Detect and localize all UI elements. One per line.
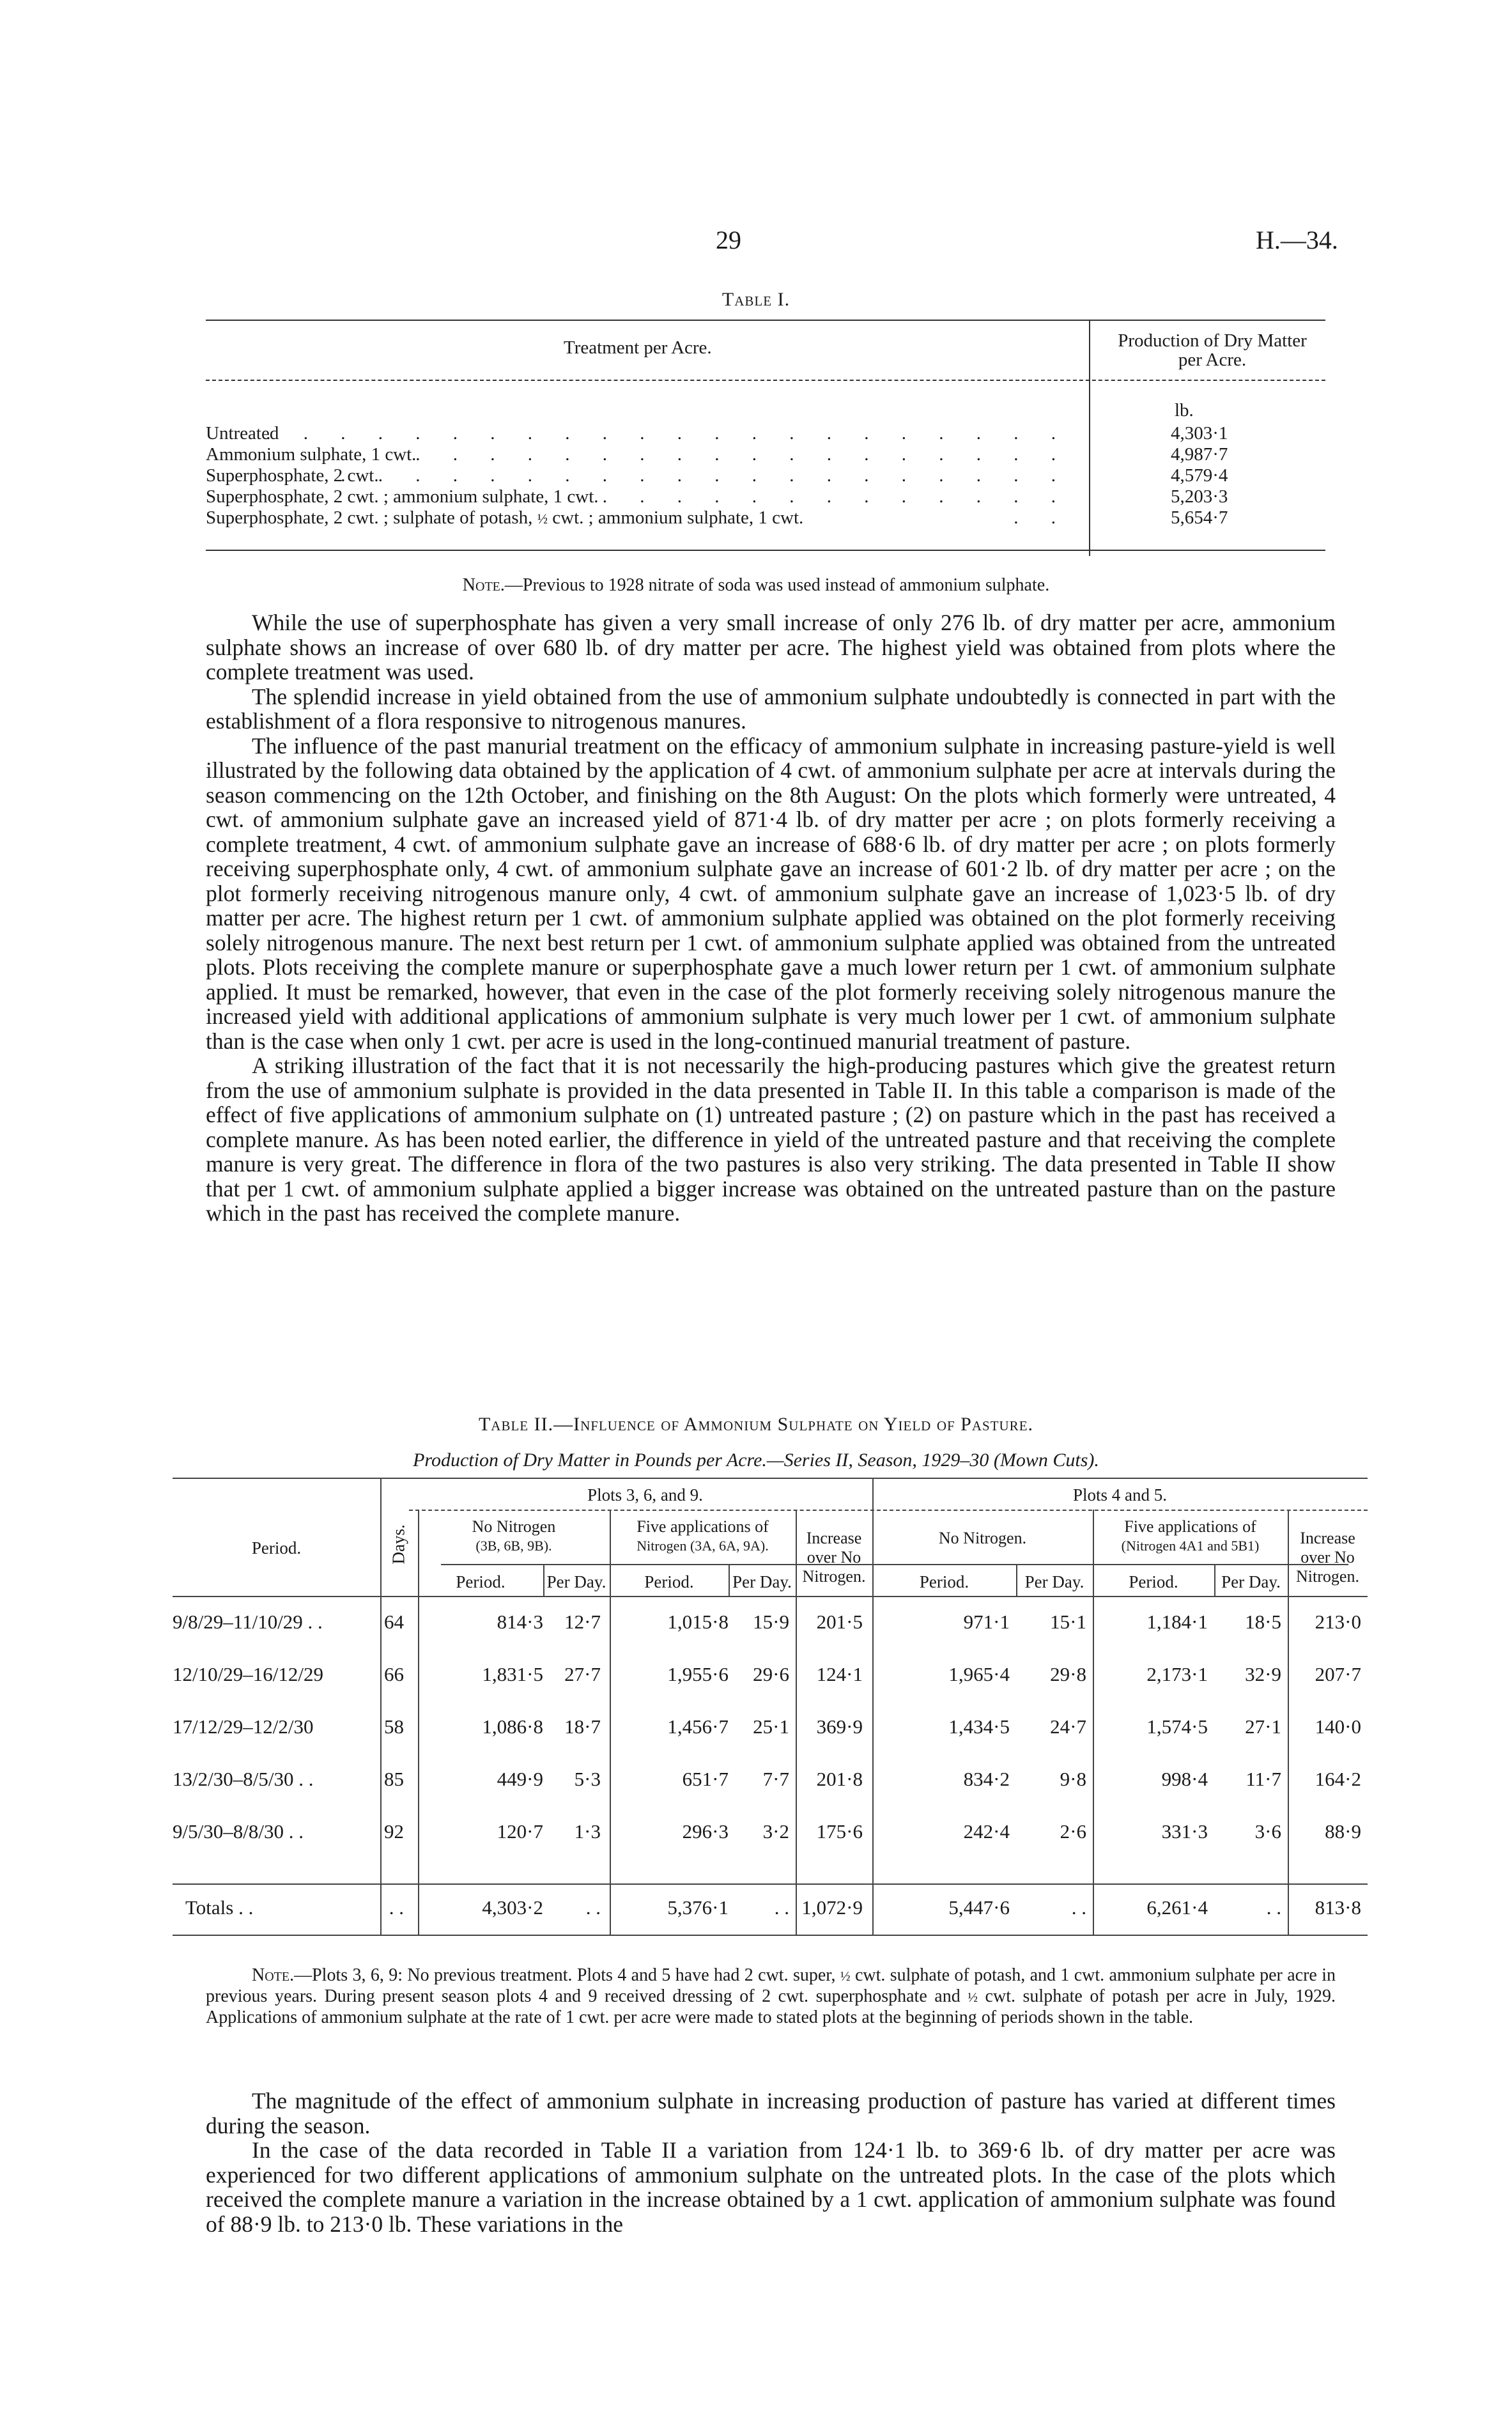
- table-row: [173, 1768, 1368, 1793]
- cell: 1,434·5: [948, 1715, 1010, 1738]
- table2-header-five-apps-b: [1093, 1517, 1288, 1556]
- cell: 4,303·2: [482, 1896, 543, 1919]
- note-text: —Plots 3, 6, 9: No previous treatment. Plots 4 and 5 have had 2 cwt. super,: [294, 1965, 840, 1985]
- table-row: [173, 1663, 1368, 1689]
- table-row: [173, 1611, 1368, 1636]
- table1-row: [206, 486, 1325, 507]
- cell: 1,831·5: [482, 1663, 543, 1685]
- cell: . .: [585, 1896, 601, 1919]
- period-cell: Totals . .: [185, 1896, 254, 1919]
- paragraph: A striking illustration of the fact that it is not necessarily the high-producing pastures which give the greatest return from the use of ammonium sulphate is provided in the data presented in Table II. In this table a comparison is made of the effect of five applications of ammonium sulphate on (1) untreated pasture ; (2) on pasture which in the past has received a complete manure. As has been noted earlier, the difference in yield of the untreated pasture and that receiving the complete manure is very great. The difference in flora of the two pastures is also very striking. The data presented in Table II show that per 1 cwt. of ammonium sulphate applied a bigger increase was obtained on the untreated pasture than on the pasture which in the past has received the complete manure.: [206, 1053, 1336, 1226]
- cell: 3·6: [1254, 1820, 1281, 1843]
- cell: 651·7: [682, 1768, 729, 1790]
- table1-row-leader: . . . . . . . . . . . . .: [602, 486, 1070, 507]
- table1-row-leader: . . . . . . . . . . . . . . . . . . . .: [341, 465, 1070, 486]
- cell: 15·1: [1050, 1611, 1086, 1633]
- header-line: Nitrogen.: [802, 1567, 866, 1586]
- cell: 1,955·6: [667, 1663, 729, 1685]
- period-cell: 9/5/30–8/8/30 . .: [173, 1820, 304, 1843]
- fraction-half: ½: [537, 511, 548, 527]
- cell: 88·9: [1325, 1820, 1361, 1843]
- cell: 7·7: [762, 1768, 789, 1790]
- cell: 2,173·1: [1146, 1663, 1208, 1685]
- table1: [206, 320, 1325, 556]
- cell: 120·7: [497, 1820, 543, 1843]
- table2-subheader-period: Period.: [919, 1572, 969, 1591]
- header-line: Nitrogen (3A, 6A, 9A).: [636, 1538, 769, 1554]
- table2-header-increase-a: [796, 1529, 872, 1586]
- cell: 1,072·9: [801, 1896, 863, 1919]
- fraction-half: ½: [968, 1990, 978, 2005]
- table1-row: [206, 423, 1325, 444]
- table1-row-treatment-part: cwt. ; ammonium sulphate, 1 cwt.: [548, 507, 804, 528]
- cell: 24·7: [1050, 1715, 1086, 1738]
- period-cell: 13/2/30–8/5/30 . .: [173, 1768, 314, 1790]
- cell: . .: [1266, 1896, 1281, 1919]
- header-line: (Nitrogen 4A1 and 5B1): [1121, 1538, 1260, 1554]
- table2-group-rule: [409, 1510, 1368, 1511]
- note-text: cwt. sulphate of potash per acre in July, 1929. Applications of ammonium sulphate at the rate of 1 cwt. per acre were made to stated plots at the beginning of periods shown in the table.: [206, 1986, 1336, 2027]
- page-number: 29: [716, 226, 741, 254]
- cell: 813·8: [1315, 1896, 1361, 1919]
- header-line: Five applications of: [636, 1517, 769, 1536]
- days-cell: 64: [384, 1611, 404, 1633]
- days-cell: 66: [384, 1663, 404, 1685]
- table2-header-days: Days.: [389, 1524, 408, 1565]
- paragraph: In the case of the data recorded in Table II a variation from 124·1 lb. to 369·6 lb. of dry matter per acre was experienced for two different applications of ammonium sulphate on the untreated plots. In the case of the plots which received the complete manure a variation in the increase obtained by a 1 cwt. application of ammonium sulphate was found of 88·9 lb. to 213·0 lb. These variations in the: [206, 2137, 1336, 2237]
- table1-header-rule: [206, 380, 1325, 381]
- cell: 11·7: [1246, 1768, 1281, 1790]
- table1-row: [206, 444, 1325, 465]
- header-line: over No: [1300, 1548, 1355, 1566]
- cell: 27·7: [564, 1663, 601, 1685]
- table2-subheader-per-day: Per Day.: [732, 1572, 792, 1591]
- table1-row-leader: . . . . . . . . . . . . . . . . . . . . . .: [266, 423, 1070, 444]
- header-line: over No: [806, 1548, 861, 1566]
- cell: 18·7: [564, 1715, 601, 1738]
- cell: 814·3: [497, 1611, 543, 1633]
- table2-header-rule: [173, 1596, 1368, 1597]
- table1-title: Table I.: [721, 289, 791, 310]
- table2-subheader-per-day: Per Day.: [1221, 1572, 1281, 1591]
- table1-row-leader: . . . . . . . . . . . . . . . . . .: [415, 444, 1070, 465]
- cell: 27·1: [1245, 1715, 1281, 1738]
- table2-top-rule: [173, 1478, 1368, 1479]
- cell: 207·7: [1315, 1663, 1361, 1685]
- cell: 29·8: [1050, 1663, 1086, 1685]
- table1-row-treatment: [206, 507, 803, 529]
- cell: 998·4: [1161, 1768, 1208, 1790]
- paragraph: The magnitude of the effect of ammonium sulphate in increasing production of pasture has varied at different times during the season.: [206, 2088, 1336, 2138]
- table-row: [173, 1715, 1368, 1741]
- cell: 1,086·8: [482, 1715, 543, 1738]
- table2-totals-rule: [173, 1883, 1368, 1885]
- table2-header-no-nitrogen-b: No Nitrogen.: [938, 1529, 1027, 1547]
- note-label: Note.: [252, 1965, 295, 1985]
- table2-subheader-per-day: Per Day.: [1024, 1572, 1084, 1591]
- table1-header-production-line2: per Acre.: [1178, 350, 1247, 370]
- cell: 201·5: [816, 1611, 863, 1633]
- document-reference: H.—34.: [1256, 226, 1338, 254]
- table2-bottom-rule: [173, 1935, 1368, 1936]
- table2-subgroup-rule-b: [914, 1564, 1348, 1565]
- table1-header-production-line1: Production of Dry Matter: [1118, 330, 1307, 351]
- cell: 1,456·7: [667, 1715, 729, 1738]
- period-cell: 9/8/29–11/10/29 . .: [173, 1611, 323, 1633]
- cell: 369·9: [816, 1715, 863, 1738]
- cell: 296·3: [682, 1820, 729, 1843]
- table2-subheader-period: Period.: [456, 1572, 505, 1591]
- cell: 2·6: [1060, 1820, 1086, 1843]
- note-text: cwt. sulphate of potash, and 1 cwt. ammonium sulphate per acre in previous years. During present season plots 4 and 9 received dressing of 2 cwt. superphosphate and: [206, 1965, 1336, 2006]
- cell: 175·6: [816, 1820, 863, 1843]
- period-cell: 12/10/29–16/12/29: [173, 1663, 323, 1685]
- table1-row-value: 5,203·3: [1171, 486, 1228, 507]
- cell: 5,376·1: [667, 1896, 729, 1919]
- table2-note: [206, 1965, 1336, 2028]
- paragraph: The influence of the past manurial treatment on the efficacy of ammonium sulphate in increasing pasture-yield is well illustrated by the following data obtained by the application of 4 cwt. of ammonium sulphate per acre at intervals during the season commencing on the 12th October, and finishing on the 8th August: On the plots which formerly were untreated, 4 cwt. of ammonium sulphate gave an increased yield of 871·4 lb. of dry matter per acre ; on plots formerly receiving a complete treatment, 4 cwt. of ammonium sulphate gave an increase of 688·6 lb. of dry matter per acre ; on plots formerly receiving superphosphate only, 4 cwt. of ammonium sulphate gave an increase of 601·2 lb. of dry matter per acre ; on the plot formerly receiving nitrogenous manure only, 4 cwt. of ammonium sulphate gave an increase of 1,023·5 lb. of dry matter per acre. The highest return per 1 cwt. of ammonium sulphate applied was obtained on the plot formerly receiving solely nitrogenous manure. The next best return per 1 cwt. of ammonium sulphate applied was obtained from the untreated plots. Plots receiving the complete manure or superphosphate gave a much lower return per 1 cwt. of ammonium sulphate applied. It must be remarked, however, that even in the case of the plot formerly receiving solely nitrogenous manure the increased yield with additional applications of ammonium sulphate is very much lower per 1 cwt. of ammonium sulphate than is the case when only 1 cwt. per acre is used in the long-continued manurial treatment of pasture.: [206, 732, 1336, 1054]
- cell: 5·3: [574, 1768, 601, 1790]
- header-line: No Nitrogen: [472, 1517, 556, 1536]
- table1-row-treatment-part: Superphosphate, 2 cwt. ; sulphate of potash,: [206, 507, 537, 528]
- cell: 9·8: [1060, 1768, 1086, 1790]
- cell: 32·9: [1245, 1663, 1281, 1685]
- cell: 6,261·4: [1146, 1896, 1208, 1919]
- table2-group-plots-369: Plots 3, 6, and 9.: [587, 1485, 703, 1504]
- cell: 1,574·5: [1146, 1715, 1208, 1738]
- table2-subtitle: Production of Dry Matter in Pounds per Acre.—Series II, Season, 1929–30 (Mown Cuts).: [413, 1450, 1099, 1471]
- cell: 971·1: [963, 1611, 1010, 1633]
- cell: 15·9: [753, 1611, 789, 1633]
- table1-note: [0, 575, 1512, 596]
- note-label: Note.: [462, 575, 505, 595]
- cell: 140·0: [1315, 1715, 1361, 1738]
- paragraph: The splendid increase in yield obtained from the use of ammonium sulphate undoubtedly is connected in part with the establishment of a flora responsive to nitrogenous manures.: [206, 683, 1336, 734]
- fraction-half: ½: [840, 1968, 851, 1984]
- table-row: [173, 1820, 1368, 1846]
- cell: 29·6: [753, 1663, 789, 1685]
- cell: 449·9: [497, 1768, 543, 1790]
- table2-header-increase-b: [1288, 1529, 1368, 1586]
- body-text-end: [206, 2089, 1336, 2236]
- cell: 12·7: [564, 1611, 601, 1633]
- table2-subheader-per-day: Per Day.: [546, 1572, 606, 1591]
- cell: 18·5: [1245, 1611, 1281, 1633]
- table1-top-rule: [206, 320, 1325, 321]
- table1-row-value: 4,579·4: [1171, 465, 1228, 486]
- table1-row-treatment: Superphosphate, 2 cwt. ; ammonium sulphate, 1 cwt.: [206, 486, 599, 507]
- table1-row-value: 4,987·7: [1171, 444, 1228, 465]
- table2-subheader-period: Period.: [1129, 1572, 1178, 1591]
- table2-subgroup-rule-a: [441, 1564, 952, 1565]
- table1-row: [206, 465, 1325, 486]
- cell: 5,447·6: [948, 1896, 1010, 1919]
- cell: 1·3: [574, 1820, 601, 1843]
- cell: . .: [774, 1896, 789, 1919]
- table1-row: [206, 507, 1325, 529]
- cell: 834·2: [963, 1768, 1010, 1790]
- note-text: —Previous to 1928 nitrate of soda was used instead of ammonium sulphate.: [504, 575, 1050, 595]
- paragraph: While the use of superphosphate has given a very small increase of only 276 lb. of dry matter per acre, ammonium sulphate shows an increase of over 680 lb. of dry matter per acre. The highest yield was obtained from plots where the complete treatment was used.: [206, 610, 1336, 684]
- header-line: Increase: [806, 1529, 862, 1547]
- header-line: Increase: [1300, 1529, 1355, 1547]
- days-cell: 58: [384, 1715, 404, 1738]
- days-cell: . .: [389, 1896, 404, 1919]
- cell: 1,184·1: [1146, 1611, 1208, 1633]
- table1-row-value: 5,654·7: [1171, 507, 1228, 528]
- cell: 25·1: [753, 1715, 789, 1738]
- header-line: Nitrogen.: [1296, 1567, 1359, 1586]
- cell: 331·3: [1161, 1820, 1208, 1843]
- body-text: [206, 610, 1336, 1226]
- table2-subheader-period: Period.: [644, 1572, 694, 1591]
- table1-row-leader: . .: [1014, 507, 1070, 528]
- table1-row-value: 4,303·1: [1171, 423, 1228, 444]
- table1-row-treatment: Superphosphate, 2 cwt.: [206, 465, 379, 486]
- period-cell: 17/12/29–12/2/30: [173, 1715, 314, 1738]
- table1-row-treatment: Ammonium sulphate, 1 cwt.: [206, 444, 417, 465]
- header-line: (3B, 6B, 9B).: [475, 1538, 552, 1554]
- table2-group-plots-45: Plots 4 and 5.: [1072, 1485, 1167, 1504]
- note-paragraph: [206, 1965, 1336, 2028]
- table2: [173, 1478, 1368, 1951]
- cell: 242·4: [963, 1820, 1010, 1843]
- table2-header-five-apps-a: [610, 1517, 796, 1556]
- cell: 124·1: [816, 1663, 863, 1685]
- cell: . .: [1071, 1896, 1086, 1919]
- table1-header-production: [1107, 331, 1318, 369]
- header-line: Five applications of: [1124, 1517, 1256, 1536]
- cell: 3·2: [762, 1820, 789, 1843]
- cell: 213·0: [1315, 1611, 1361, 1633]
- totals-row: [173, 1896, 1368, 1922]
- table1-bottom-rule: [206, 550, 1325, 551]
- cell: 1,015·8: [667, 1611, 729, 1633]
- cell: 164·2: [1315, 1768, 1361, 1790]
- table2-header-no-nitrogen-a: [418, 1517, 610, 1556]
- table2-divider: [380, 1478, 382, 1935]
- days-cell: 92: [384, 1820, 404, 1843]
- table2-title: Table II.—Influence of Ammonium Sulphate on Yield of Pasture.: [478, 1414, 1034, 1435]
- table1-unit: lb.: [1175, 400, 1194, 421]
- table1-row-treatment: Untreated: [206, 423, 279, 444]
- cell: 201·8: [816, 1768, 863, 1790]
- table1-header-treatment: Treatment per Acre.: [564, 337, 712, 358]
- days-cell: 85: [384, 1768, 404, 1790]
- table2-header-period: Period.: [251, 1538, 302, 1558]
- cell: 1,965·4: [948, 1663, 1010, 1685]
